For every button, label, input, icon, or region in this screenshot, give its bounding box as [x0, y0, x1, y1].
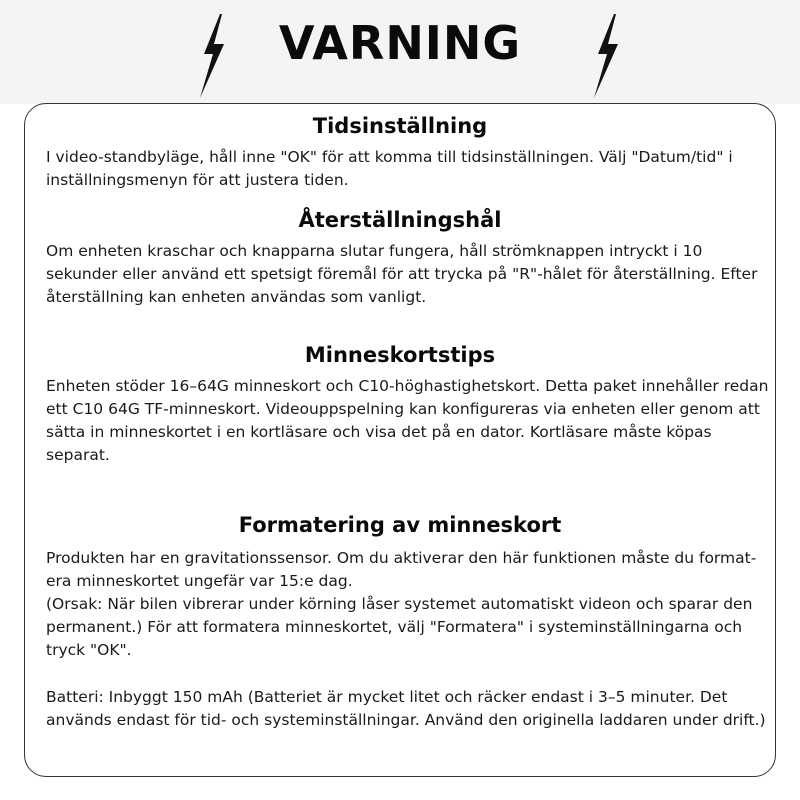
text-line: Om enheten kraschar och knapparna slutar fungera, håll strömknappen intryckt i 10 [46, 242, 703, 260]
text-line: permanent.) För att formatera minneskortet, välj "Formatera" i systeminställningarna och [46, 618, 743, 636]
text-line: sätta in minneskortet i en kortläsare och visa det på en dator. Kortläsare måste köpas [46, 423, 712, 441]
text-line: (Orsak: När bilen vibrerar under körning låser systemet automatiskt videon och sparar den [46, 595, 753, 613]
battery-note [46, 686, 786, 732]
text-line: Batteri: Inbyggt 150 mAh (Batteriet är mycket litet och räcker endast i 3–5 minuter. Det [46, 688, 728, 706]
text-line: I video-standbyläge, håll inne "OK" för att komma till tidsinställningen. Välj "Datum/tid" i [46, 148, 733, 166]
section-body-memory-card-tips [46, 375, 786, 467]
text-line: ett C10 64G TF-minneskort. Videouppspelning kan konfigureras via enheten eller genom att [46, 400, 760, 418]
text-line: sekunder eller använd ett spetsigt föremål för att trycka på "R"-hålet för återställning. Efter [46, 265, 758, 283]
text-line: inställningsmenyn för att justera tiden. [46, 171, 349, 189]
text-line: används endast för tid- och systeminställningar. Använd den originella laddaren under drift.) [46, 711, 766, 729]
text-line: tryck "OK". [46, 641, 132, 659]
text-line: Produkten har en gravitationssensor. Om du aktiverar den här funktionen måste du format- [46, 549, 757, 567]
text-line: separat. [46, 446, 110, 464]
lightning-bolt-icon [592, 14, 620, 98]
section-body-reset-hole [46, 240, 786, 309]
section-title-memory-card-formatting: Formatering av minneskort [238, 513, 562, 537]
text-line: återställning kan enheten användas som vanligt. [46, 288, 427, 306]
section-title-time-setting: Tidsinställning [312, 114, 488, 138]
section-body-time-setting [46, 146, 786, 192]
section-title-memory-card-tips: Minneskortstips [304, 343, 496, 367]
section-body-memory-card-formatting [46, 547, 786, 662]
text-line: Enheten stöder 16–64G minneskort och C10-höghastighetskort. Detta paket innehåller redan [46, 377, 769, 395]
section-title-reset-hole: Återställningshål [298, 208, 502, 232]
text-line: era minneskortet ungefär var 15:e dag. [46, 572, 353, 590]
page-title: VARNING [278, 16, 522, 70]
